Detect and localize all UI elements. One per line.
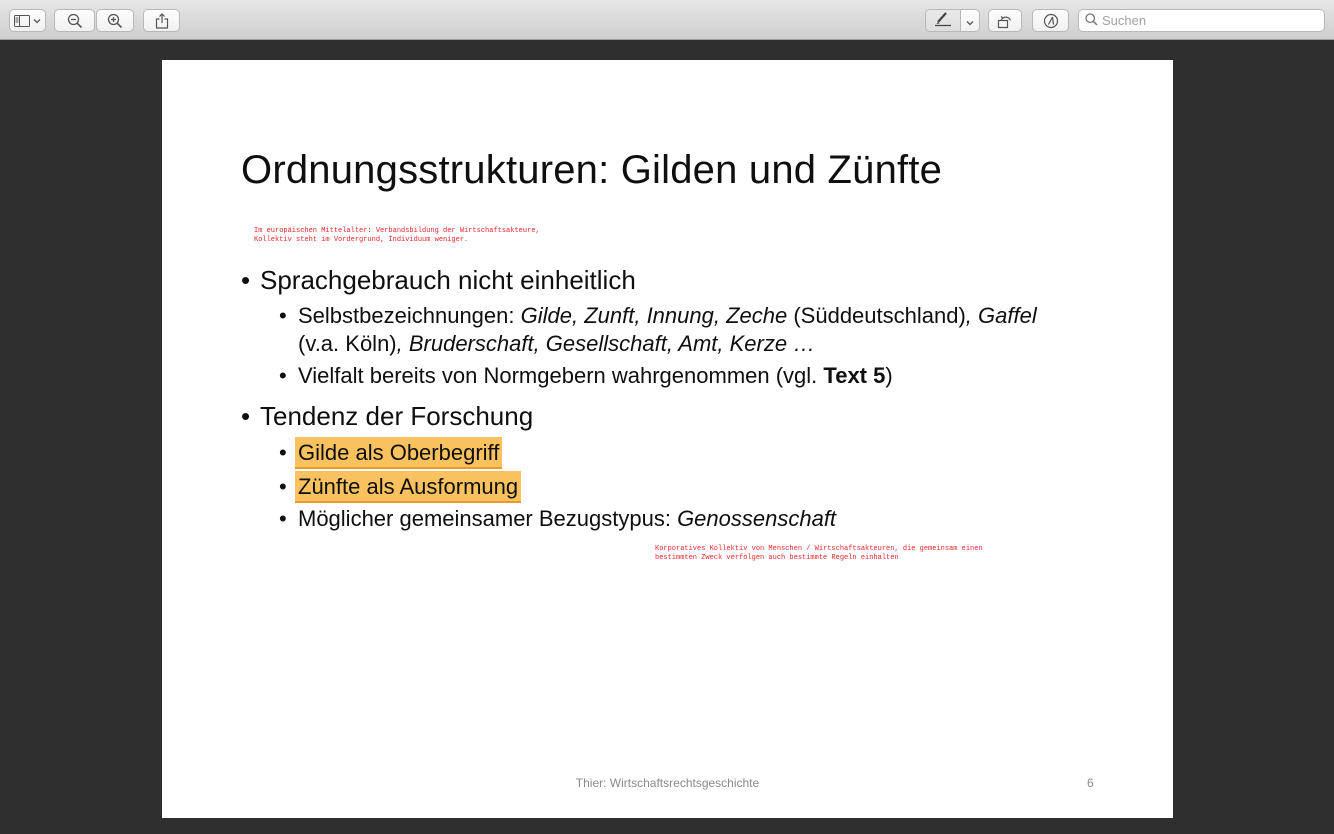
bullet-symbol: • [241,265,251,295]
bullet-symbol: • [279,474,287,499]
text-run-italic: Gilde, Zunft, Innung, Zeche [520,303,788,328]
annotation-line: Korporatives Kollektiv von Menschen / Wirtschaftsakteuren, die gemeinsam einen [655,545,983,553]
document-page [162,60,1173,818]
rotate-button[interactable] [988,9,1022,32]
sub-bullet-item [279,302,1037,358]
highlight-button[interactable] [926,10,960,31]
bullet-symbol: • [241,401,251,431]
markup-icon [1043,13,1059,29]
annotation-note-bottom [655,545,983,563]
highlight-options-button[interactable] [960,10,979,31]
sidebar-icon [14,15,30,27]
bullet-symbol: • [279,506,287,531]
chevron-down-icon [966,11,974,30]
highlighter-icon [934,11,952,31]
highlight-control [925,9,980,32]
bullet-text: Tendenz der Forschung [260,401,534,431]
annotation-line: Im europäischen Mittelalter: Verbandsbildung der Wirtschaftsakteure, [254,227,540,235]
text-run: Möglicher gemeinsamer Bezugstypus: [298,506,678,531]
text-run-italic: , Bruderschaft, Gesellschaft, Amt, Kerze … [396,331,816,356]
bullet-text: Sprachgebrauch nicht einheitlich [260,265,636,295]
highlighted-text[interactable]: Gilde als Oberbegriff [295,437,502,469]
text-run-italic: Genossenschaft [677,506,837,531]
text-run: (v.a. Köln) [298,331,397,356]
zoom-out-button[interactable] [54,9,95,32]
page-number: 6 [1087,776,1094,790]
text-run: (Süddeutschland) [787,303,966,328]
search-input[interactable] [1102,13,1312,28]
sub-bullet-item [279,439,502,467]
text-run: ) [885,363,893,388]
annotation-note-top [254,227,540,245]
sub-bullet-item [279,362,893,390]
chevron-down-icon [33,18,41,24]
bullet-symbol: • [279,440,287,465]
zoom-in-button[interactable] [96,9,134,32]
bullet-item [241,265,636,296]
bullet-symbol: • [279,303,287,328]
search-icon [1085,11,1098,30]
rotate-icon [997,13,1013,29]
slide-title: Ordnungsstrukturen: Gilden und Zünfte [241,148,943,192]
annotation-line: bestimmten Zweck verfolgen auch bestimmte Regeln einhalten [655,554,899,562]
zoom-in-icon [107,13,123,29]
share-button[interactable] [143,9,180,32]
sub-bullet-item [279,473,521,501]
sub-bullet-item [279,505,836,533]
markup-button[interactable] [1032,9,1069,32]
text-run-italic: , Gaffel [965,303,1037,328]
highlighted-text[interactable]: Zünfte als Ausformung [295,471,521,503]
zoom-out-icon [67,13,83,29]
toolbar [0,0,1334,40]
slide-footer: Thier: Wirtschaftsrechtsgeschichte [575,776,760,790]
bullet-symbol: • [279,363,287,388]
bullet-item [241,401,533,432]
text-run-bold: Text 5 [823,363,886,388]
annotation-line: Kollektiv steht im Vordergrund, Individuum weniger. [254,236,469,244]
share-icon [155,13,169,29]
bullet-text [298,302,1037,358]
text-run: Vielfalt bereits von Normgebern wahrgenommen (vgl. [298,363,824,388]
sidebar-button[interactable] [9,9,46,32]
search-field[interactable] [1078,9,1325,32]
text-run: Selbstbezeichnungen: [298,303,521,328]
